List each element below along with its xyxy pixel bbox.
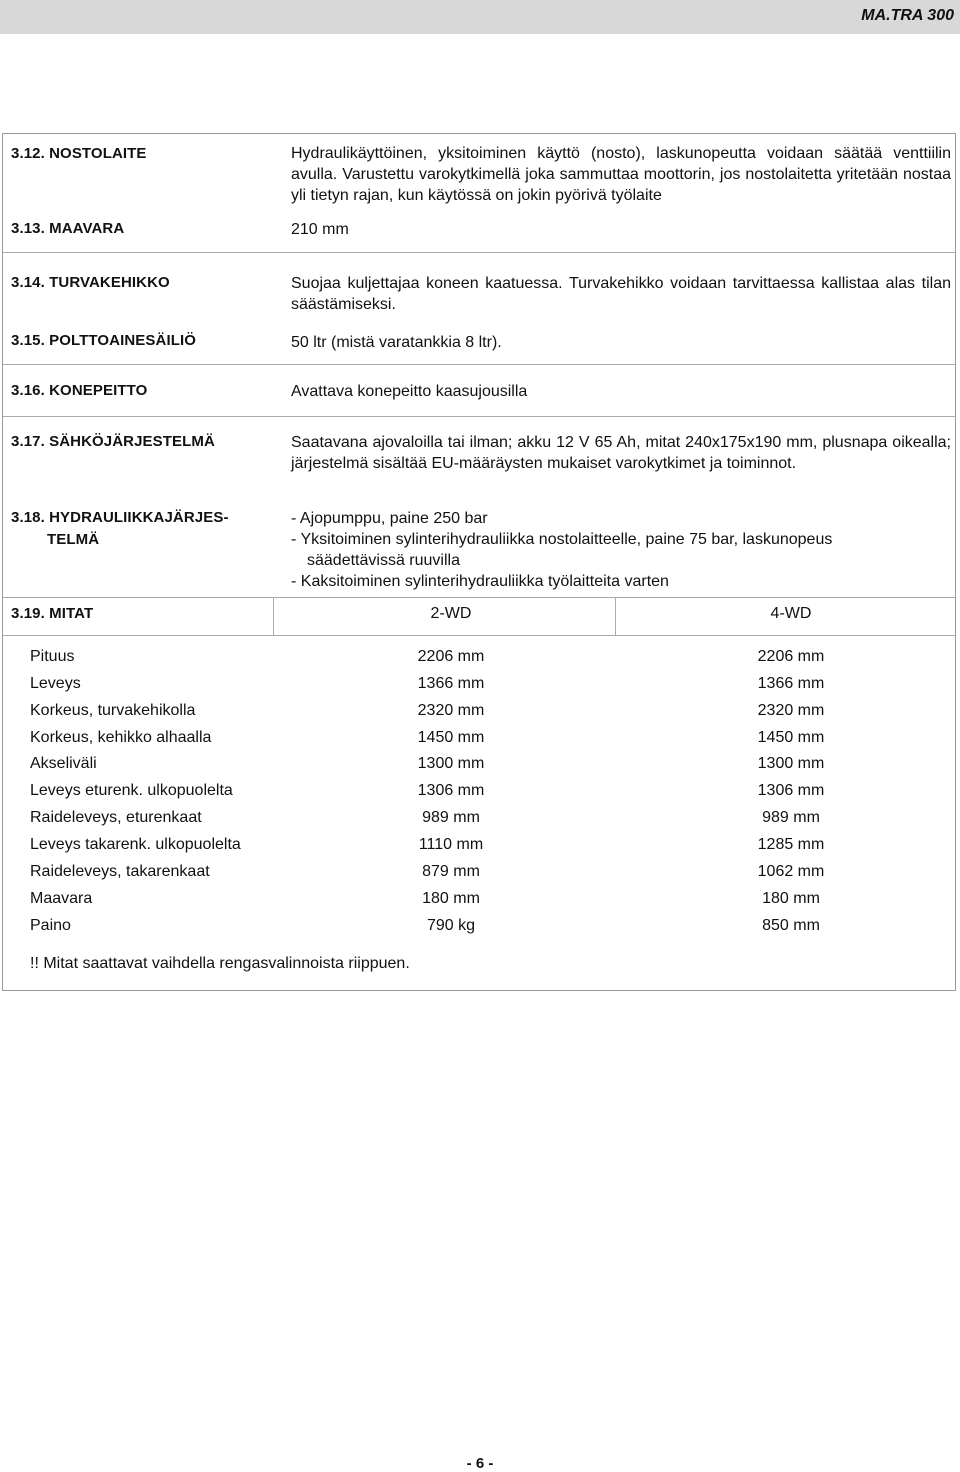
dimension-value-2wd: 2320 mm [417, 702, 485, 719]
dimension-value-4wd: 2320 mm [757, 702, 825, 719]
section-label-polttoainesailio: 3.15. POLTTOAINESÄILIÖ [11, 332, 197, 349]
section-label-konepeitto: 3.16. KONEPEITTO [11, 382, 148, 399]
dimension-value-2wd: 1366 mm [417, 675, 485, 692]
dimension-value-4wd: 1300 mm [757, 755, 825, 772]
section-label-hydrauliikka-line1: 3.18. HYDRAULIIKKAJÄRJES- [11, 509, 229, 526]
dimension-label: Leveys [30, 675, 81, 692]
dimension-value-4wd: 1450 mm [757, 729, 825, 746]
dimension-value-4wd: 1062 mm [757, 863, 825, 880]
dimension-label: Raideleveys, takarenkaat [30, 863, 210, 880]
divider [3, 635, 955, 636]
list-item: säädettävissä ruuvilla [307, 552, 460, 569]
section-label-turvakehikko: 3.14. TURVAKEHIKKO [11, 274, 170, 291]
dimension-value-4wd: 2206 mm [757, 648, 825, 665]
spec-frame [2, 133, 956, 991]
page-number: - 6 - [466, 1455, 494, 1472]
divider [3, 416, 955, 417]
dimension-label: Paino [30, 917, 71, 934]
dimension-label: Raideleveys, eturenkaat [30, 809, 202, 826]
section-label-maavara: 3.13. MAAVARA [11, 220, 125, 237]
dimension-label: Leveys takarenk. ulkopuolelta [30, 836, 241, 853]
dimension-label: Leveys eturenk. ulkopuolelta [30, 782, 233, 799]
dimension-note: !! Mitat saattavat vaihdella rengasvalinnoista riippuen. [30, 955, 410, 972]
dimension-value-2wd: 989 mm [422, 809, 480, 826]
dimension-label: Akseliväli [30, 755, 97, 772]
dimension-label: Maavara [30, 890, 93, 907]
divider [3, 364, 955, 365]
column-header-4wd: 4-WD [770, 605, 812, 622]
dimension-label: Pituus [30, 648, 75, 665]
list-item: - Yksitoiminen sylinterihydrauliikka nostolaitteelle, paine 75 bar, laskunopeus [291, 531, 833, 548]
section-text-polttoainesailio: 50 ltr (mistä varatankkia 8 ltr). [291, 334, 502, 351]
column-divider [273, 597, 274, 635]
divider [3, 252, 955, 253]
dimension-value-2wd: 1450 mm [417, 729, 485, 746]
dimension-value-2wd: 1300 mm [417, 755, 485, 772]
dimension-value-4wd: 1366 mm [757, 675, 825, 692]
dimension-value-2wd: 1306 mm [417, 782, 485, 799]
list-item: - Kaksitoiminen sylinterihydrauliikka työlaitteita varten [291, 573, 669, 590]
dimension-value-4wd: 180 mm [762, 890, 820, 907]
dimension-value-2wd: 790 kg [426, 917, 476, 934]
dimension-value-2wd: 879 mm [422, 863, 480, 880]
dimension-value-2wd: 1110 mm [418, 836, 484, 853]
divider [3, 597, 955, 598]
section-label-nostolaite: 3.12. NOSTOLAITE [11, 145, 147, 162]
dimension-label: Korkeus, kehikko alhaalla [30, 729, 212, 746]
page-header [0, 0, 960, 34]
section-text-sahkojarjestelma: Saatavana ajovaloilla tai ilman; akku 12 V 65 Ah, mitat 240x175x190 mm, plusnapa oikealla; järjestelmä sisältää EU-määräysten mukaiset varokytkimet ja toiminnot. [291, 434, 951, 472]
dimension-value-4wd: 1285 mm [757, 836, 825, 853]
section-label-hydrauliikka-line2: TELMÄ [47, 531, 100, 548]
section-label-mitat: 3.19. MITAT [11, 605, 94, 622]
section-list-hydrauliikka [291, 508, 832, 592]
dimension-value-2wd: 2206 mm [417, 648, 485, 665]
section-text-nostolaite: Hydraulikäyttöinen, yksitoiminen käyttö (nosto), laskunopeutta voidaan säätää venttiilin avulla. Varustettu varokytkimellä joka sammuttaa moottorin, jos nostolaitetta yritetään nostaa yli tietyn rajan, kun käytössä on jokin pyörivä työlaite [291, 145, 951, 204]
list-item: - Ajopumppu, paine 250 bar [291, 510, 488, 527]
section-text-maavara: 210 mm [291, 221, 349, 238]
dimension-value-4wd: 1306 mm [757, 782, 825, 799]
dimension-value-2wd: 180 mm [422, 890, 480, 907]
section-text-konepeitto: Avattava konepeitto kaasujousilla [291, 383, 528, 400]
section-text-turvakehikko: Suojaa kuljettajaa koneen kaatuessa. Turvakehikko voidaan tarvittaessa kallistaa alas tilan säästämiseksi. [291, 275, 951, 313]
column-divider [615, 597, 616, 635]
section-label-sahkojarjestelma: 3.17. SÄHKÖJÄRJESTELMÄ [11, 433, 215, 450]
document-title: MA.TRA 300 [861, 7, 954, 24]
dimension-label: Korkeus, turvakehikolla [30, 702, 196, 719]
dimension-value-4wd: 850 mm [762, 917, 820, 934]
column-header-2wd: 2-WD [430, 605, 472, 622]
dimension-value-4wd: 989 mm [762, 809, 820, 826]
